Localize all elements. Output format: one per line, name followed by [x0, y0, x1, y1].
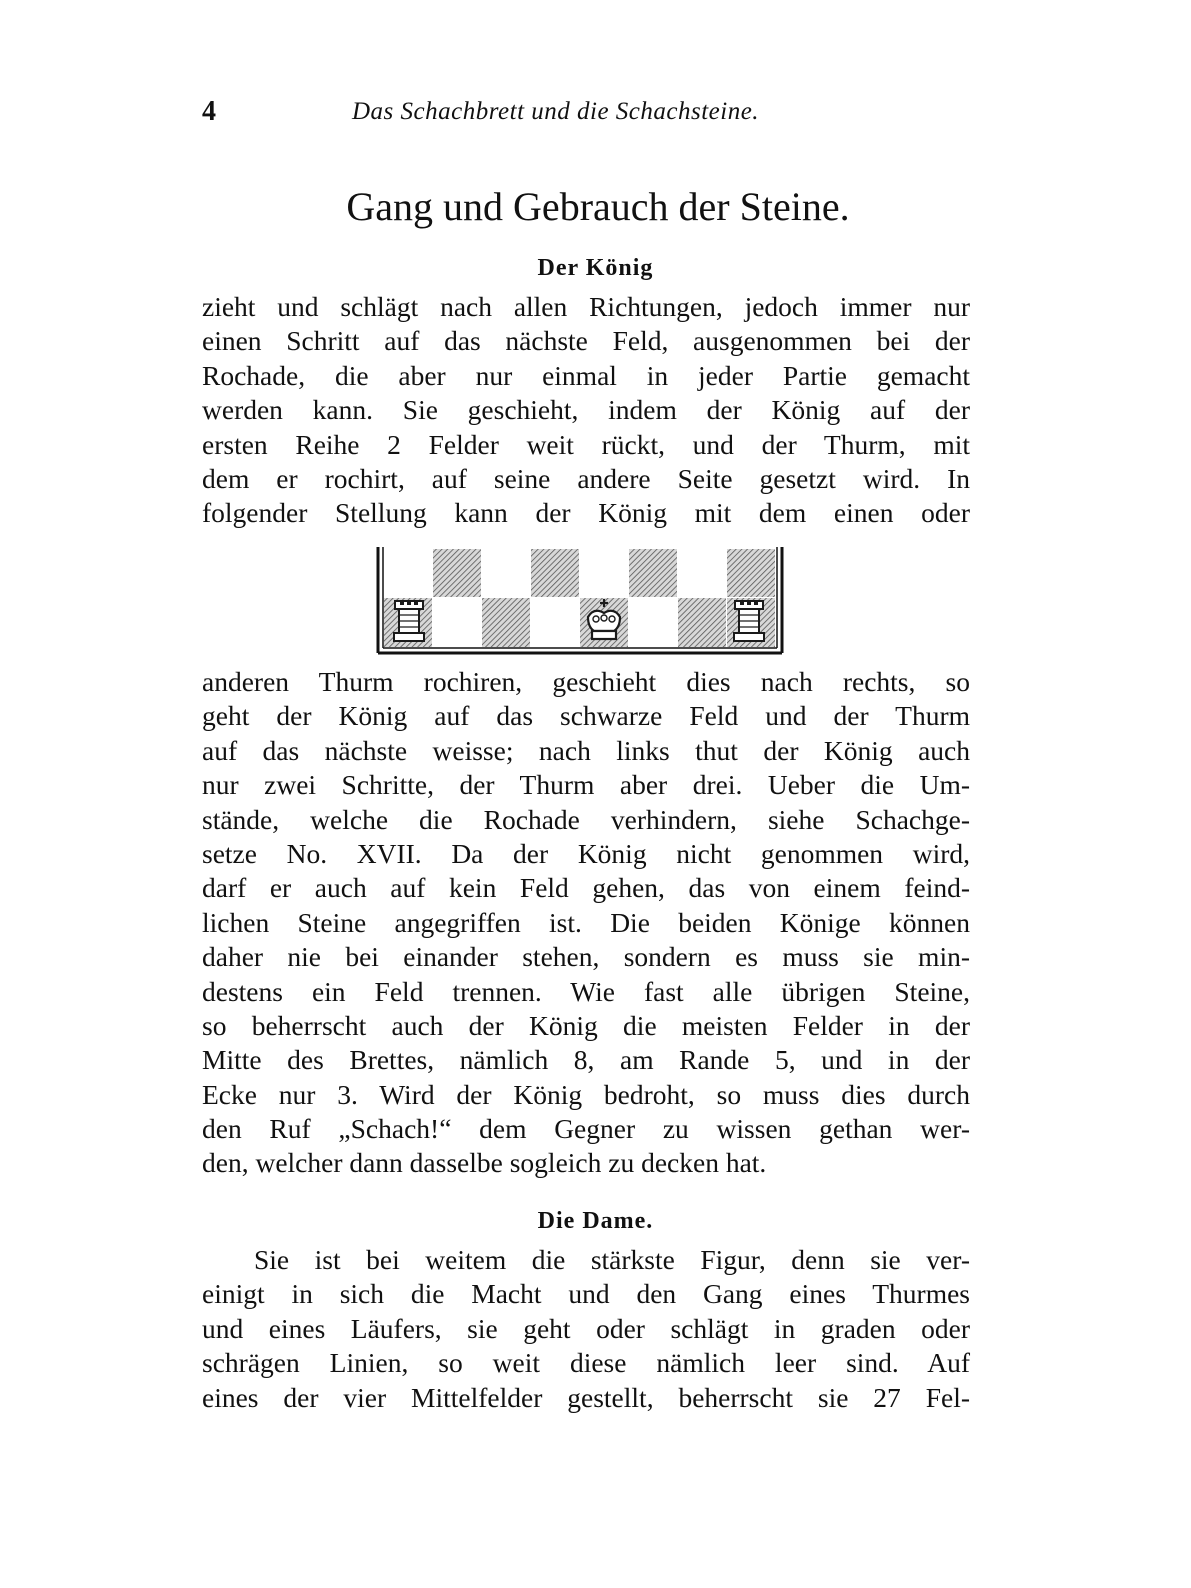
text-line: ersten Reihe 2 Felder weit rückt, und der Thurm, mit	[202, 428, 970, 460]
board-row-2	[433, 549, 775, 597]
text-line: anderen Thurm rochiren, geschieht dies nach rechts, so	[202, 666, 970, 697]
text-line: zieht und schlägt nach allen Richtungen, jedoch immer nur	[202, 291, 970, 322]
text-line: einen Schritt auf das nächste Feld, ausgenommen bei der	[202, 325, 970, 357]
castling-diagram	[372, 545, 790, 660]
rook-icon	[734, 601, 764, 641]
dark-square	[433, 549, 481, 597]
text-line: Ecke nur 3. Wird der König bedroht, so muss dies durch	[202, 1078, 970, 1110]
text-line: stände, welche die Rochade verhindern, siehe Schachge-	[202, 803, 970, 835]
board-row-1	[384, 598, 775, 647]
paragraph-koenig-rochade	[202, 665, 970, 1181]
text-line: eines der vier Mittelfelder gestellt, beherrscht sie 27 Fel-	[202, 1381, 970, 1413]
text-line: geht der König auf das schwarze Feld und der Thurm	[202, 700, 970, 732]
text-line: so beherrscht auch der König die meisten Felder in der	[202, 1009, 970, 1041]
text-line: setze No. XVII. Da der König nicht genommen wird,	[202, 837, 970, 869]
text-line: destens ein Feld trennen. Wie fast alle übrigen Steine,	[202, 975, 970, 1007]
text-line: den Ruf „Schach!“ dem Gegner zu wissen gethan wer-	[202, 1113, 970, 1145]
text-line: folgender Stellung kann der König mit dem einen oder	[202, 497, 970, 529]
chessboard-diagram	[372, 545, 790, 660]
dark-square	[482, 598, 530, 647]
text-line: darf er auch auf kein Feld gehen, das von einem feind-	[202, 872, 970, 904]
text-line: werden kann. Sie geschieht, indem der König auf der	[202, 394, 970, 426]
section-heading-koenig: Der König	[537, 255, 654, 281]
text-line: nur zwei Schritte, der Thurm aber drei. Ueber die Um-	[202, 769, 970, 801]
paragraph-dame	[202, 1243, 970, 1415]
dark-square	[727, 549, 775, 597]
text-line: einigt in sich die Macht und den Gang eines Thurmes	[202, 1278, 970, 1310]
text-line: lichen Steine angegriffen ist. Die beiden Könige können	[202, 906, 970, 938]
chapter-title: Gang und Gebrauch der Steine.	[346, 184, 850, 229]
text-line: Sie ist bei weitem die stärkste Figur, denn sie ver-	[254, 1244, 970, 1275]
text-line: daher nie bei einander stehen, sondern es muss sie min-	[202, 941, 970, 973]
text-line: Mitte des Brettes, nämlich 8, am Rande 5, und in der	[202, 1044, 970, 1076]
dark-square	[531, 549, 579, 597]
text-line: und eines Läufers, sie geht oder schlägt in graden oder	[202, 1312, 970, 1344]
dark-square	[629, 549, 677, 597]
text-line: Rochade, die aber nur einmal in jeder Partie gemacht	[202, 359, 970, 391]
section-heading-dame: Die Dame.	[537, 1208, 654, 1234]
text-line: den, welcher dann dasselbe sogleich zu decken hat.	[202, 1147, 767, 1179]
rook-icon	[394, 601, 424, 641]
text-line: auf das nächste weisse; nach links thut der König auch	[202, 734, 970, 766]
paragraph-koenig-intro	[202, 290, 970, 531]
text-line: dem er rochirt, auf seine andere Seite gesetzt wird. In	[202, 462, 970, 494]
running-head	[202, 96, 972, 136]
page-number: 4	[202, 96, 216, 127]
dark-square	[678, 598, 726, 647]
running-title: Das Schachbrett und die Schachsteine.	[352, 98, 760, 125]
text-line: schrägen Linien, so weit diese nämlich leer sind. Auf	[202, 1347, 970, 1379]
